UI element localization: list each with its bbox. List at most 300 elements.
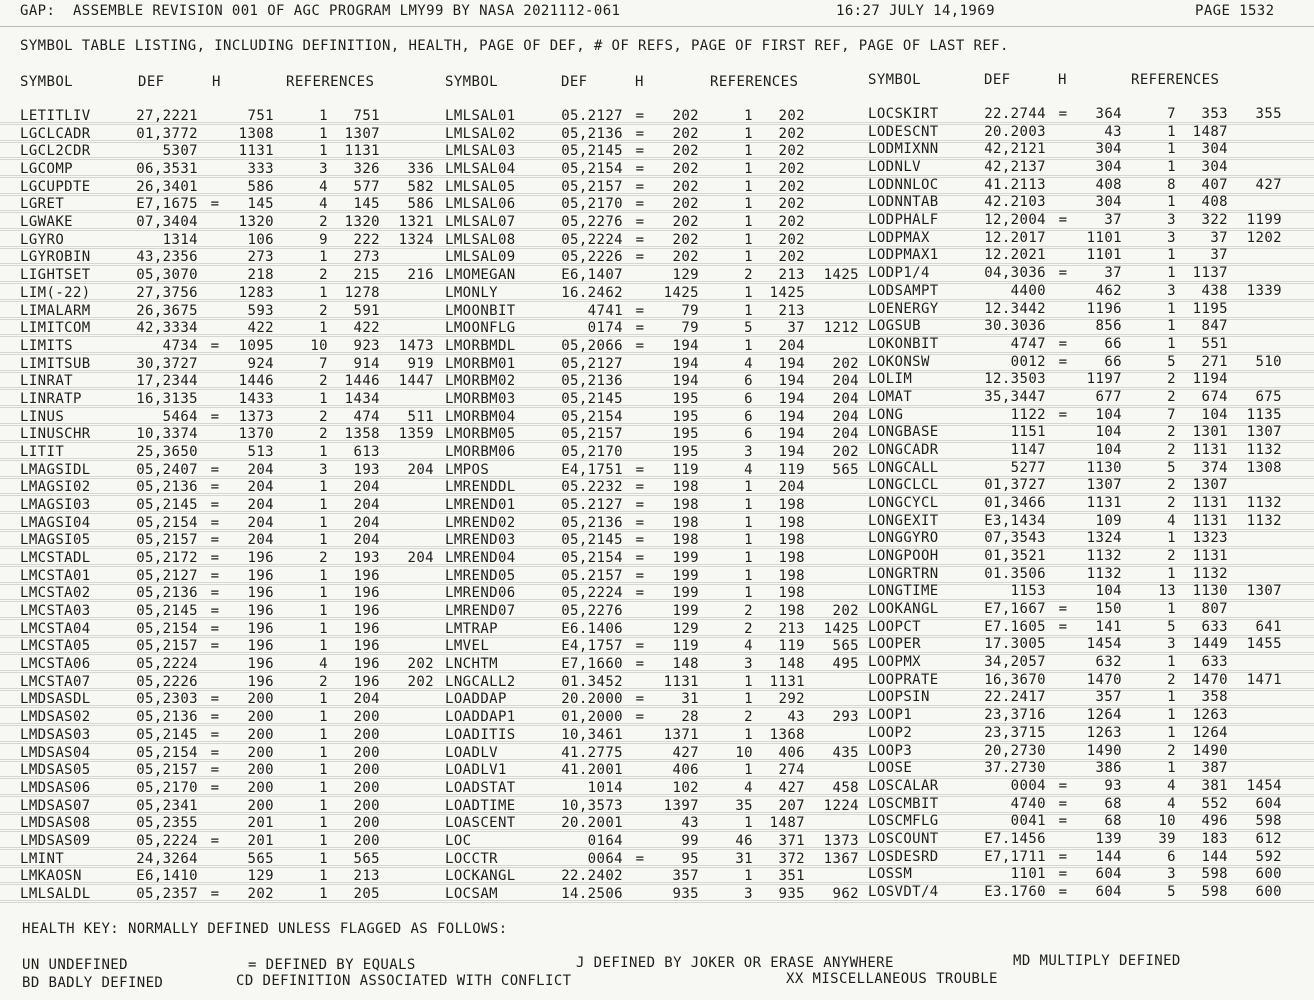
symbol-first-ref: 551 [1201,335,1228,352]
symbol-page: 95 [681,850,699,867]
key-conflict: CD DEFINITION ASSOCIATED WITH CONFLICT [236,973,572,989]
symbol-def: E7.1605 [984,618,1046,635]
symbol-page: 148 [672,656,699,673]
symbol-health: = [210,196,220,213]
symbol-ref-count: 1 [1167,123,1176,140]
symbol-health: = [210,603,220,619]
symbol-first-ref: 577 [353,178,380,195]
symbol-symbol: LMDSAS06 [20,779,91,796]
symbol-first-ref: 213 [778,620,805,637]
symbol-ref-count: 1 [319,850,328,867]
symbol-def: 5464 [162,408,198,425]
symbol-health: = [635,567,645,584]
symbol-symbol: LONGGYRO [868,530,939,547]
symbol-ref-count: 4 [1167,512,1176,529]
symbol-def: E6.1406 [561,620,623,637]
symbol-health: = [635,691,645,708]
symbol-symbol: LINRATP [20,390,82,407]
symbol-last-ref: 1324 [398,231,434,248]
symbol-last-ref: 598 [1255,813,1282,830]
symbol-symbol: LMLSAL06 [445,196,516,213]
symbol-health: = [635,532,645,549]
symbol-health: = [1058,265,1068,282]
symbol-last-ref: 1132 [1246,512,1282,529]
symbol-page: 1490 [1086,742,1122,759]
symbol-symbol: LITIT [20,443,65,460]
symbol-first-ref: 205 [353,885,380,902]
symbol-first-ref: 374 [1201,459,1228,476]
symbol-first-ref: 438 [1201,282,1228,299]
symbol-symbol: LMDSAS05 [20,762,91,779]
symbol-ref-count: 3 [319,461,328,478]
print-time: 16:27 JULY 14,1969 [836,3,995,19]
symbol-first-ref: 1131 [769,673,805,690]
symbol-def: 05,2154 [136,744,198,761]
symbol-last-ref: 202 [832,603,859,619]
symbol-def: 5307 [162,143,198,160]
symbol-def: 05,2136 [561,125,623,142]
symbol-last-ref: 204 [407,461,434,478]
symbol-first-ref: 222 [353,231,380,248]
symbol-def: 05,2154 [561,408,623,425]
table-row [0,459,1314,477]
symbol-first-ref: 1449 [1192,636,1228,653]
symbol-first-ref: 1446 [344,373,380,390]
symbol-ref-count: 7 [319,355,328,372]
symbol-page: 204 [247,514,274,531]
symbol-ref-count: 1 [1167,724,1176,741]
symbol-def: 05,2224 [136,656,198,673]
symbol-symbol: LMONLY [445,284,498,301]
symbol-first-ref: 200 [353,815,380,832]
symbol-def: 01,2000 [561,709,623,726]
symbol-def: 23,3716 [984,707,1046,724]
symbol-def: 05,2170 [561,443,623,460]
symbol-ref-count: 1 [1167,601,1176,617]
symbol-health: = [635,108,645,124]
symbol-symbol: LMOONFLG [445,320,516,337]
symbol-first-ref: 196 [353,673,380,690]
symbol-page: 1446 [238,373,274,390]
symbol-health: = [210,726,220,743]
row-rule [0,902,1314,903]
table-row [0,193,1314,211]
symbol-health: = [635,585,645,602]
symbol-ref-count: 1 [319,885,328,902]
symbol-health: = [1058,212,1068,229]
symbol-ref-count: 5 [1167,353,1176,370]
symbol-first-ref: 292 [778,691,805,708]
symbol-page: 202 [672,125,699,142]
symbol-ref-count: 1 [744,726,753,743]
symbol-ref-count: 6 [744,408,753,425]
symbol-ref-count: 2 [1167,424,1176,441]
symbol-ref-count: 2 [744,620,753,637]
symbol-page: 196 [247,550,274,566]
symbol-symbol: LOLIM [868,371,913,388]
symbol-health: = [1058,335,1068,352]
symbol-first-ref: 381 [1201,777,1228,794]
symbol-last-ref: 1212 [823,320,859,337]
symbol-symbol: LOKONSW [868,353,930,370]
page-number: PAGE 1532 [1195,3,1275,19]
symbol-def: 05,2276 [561,603,623,619]
symbol-def: 05,2136 [561,514,623,531]
symbol-def: 4740 [1010,795,1046,812]
symbol-ref-count: 9 [319,231,328,248]
symbol-health: = [635,550,645,566]
symbol-health: = [210,744,220,761]
symbol-symbol: LMAGSIDL [20,461,91,478]
symbol-symbol: LNCHTM [445,656,498,673]
symbol-symbol: LOOPMX [868,654,921,671]
symbol-last-ref: 202 [832,355,859,372]
table-row [0,423,1314,441]
symbol-def: E7,1660 [561,656,623,673]
symbol-page: 1263 [1086,724,1122,741]
symbol-ref-count: 2 [319,550,328,566]
symbol-ref-count: 2 [319,214,328,231]
symbol-symbol: LMORBM02 [445,373,516,390]
symbol-symbol: LMREND06 [445,585,516,602]
symbol-symbol: LMLSAL08 [445,231,516,248]
symbol-def: E7,1711 [984,848,1046,865]
symbol-page: 386 [1095,760,1122,777]
symbol-health: = [210,691,220,708]
symbol-last-ref: 435 [832,744,859,761]
symbol-ref-count: 1 [1167,760,1176,777]
symbol-symbol: LMDSAS04 [20,744,91,761]
symbol-def: 05.2157 [561,567,623,584]
symbol-ref-count: 1 [744,337,753,354]
symbol-first-ref: 200 [353,744,380,761]
table-row [0,671,1314,689]
symbol-health: = [635,214,645,231]
symbol-symbol: LODNNLOC [868,176,939,193]
symbol-first-ref: 923 [353,337,380,354]
symbol-ref-count: 8 [1167,176,1176,193]
symbol-page: 935 [672,885,699,902]
symbol-symbol: LMDSAS09 [20,832,91,849]
symbol-symbol: LOOPER [868,636,921,653]
symbol-symbol: LGYRO [20,231,65,248]
symbol-def: 05,2145 [561,143,623,160]
symbol-symbol: LOOKANGL [868,601,939,617]
symbol-def: 37.2730 [984,760,1046,777]
symbol-last-ref: 612 [1255,830,1282,847]
symbol-page: 66 [1104,335,1122,352]
table-row [0,848,1314,866]
symbol-first-ref: 200 [353,726,380,743]
symbol-page: 200 [247,709,274,726]
symbol-first-ref: 196 [353,656,380,673]
table-row [0,830,1314,848]
symbol-first-ref: 204 [353,497,380,513]
symbol-page: 1324 [1086,530,1122,547]
symbol-symbol: LMKAOSN [20,868,82,885]
symbol-first-ref: 198 [778,497,805,513]
symbol-def: 0041 [1010,813,1046,830]
symbol-ref-count: 2 [1167,441,1176,458]
symbol-health: = [210,832,220,849]
symbol-first-ref: 1487 [1192,123,1228,140]
symbol-health: = [210,514,220,531]
symbol-def: 05,2154 [561,550,623,566]
symbol-symbol: LODMIXNN [868,141,939,158]
symbol-last-ref: 495 [832,656,859,673]
symbol-def: 05,2226 [561,249,623,266]
symbol-page: 1425 [663,284,699,301]
symbol-def: 41.2775 [561,744,623,761]
symbol-health: = [1058,353,1068,370]
symbol-first-ref: 202 [778,143,805,160]
symbol-last-ref: 582 [407,178,434,195]
symbol-ref-count: 1 [744,178,753,195]
symbol-page: 31 [681,691,699,708]
symbol-symbol: LONGEXIT [868,512,939,529]
symbol-ref-count: 2 [1167,388,1176,405]
symbol-health: = [635,320,645,337]
symbol-def: 34,2057 [984,654,1046,671]
symbol-last-ref: 1359 [398,426,434,443]
symbol-page: 196 [247,567,274,584]
symbol-first-ref: 119 [778,461,805,478]
symbol-first-ref: 496 [1201,813,1228,830]
symbol-page: 273 [247,249,274,266]
symbol-def: 4734 [162,337,198,354]
symbol-ref-count: 1 [1167,707,1176,724]
symbol-health: = [635,178,645,195]
symbol-page: 198 [672,479,699,496]
health-header: H [1058,72,1067,88]
symbol-first-ref: 194 [778,443,805,460]
symbol-ref-count: 1 [1167,159,1176,175]
symbol-symbol: LODNLV [868,159,921,175]
symbol-ref-count: 1 [319,390,328,407]
symbol-def: 05,2407 [136,461,198,478]
symbol-page: 304 [1095,141,1122,158]
symbol-first-ref: 148 [778,656,805,673]
symbol-header: SYMBOL [20,74,73,90]
symbol-def: 17,2344 [136,373,198,390]
symbol-ref-count: 2 [319,408,328,425]
symbol-page: 198 [672,497,699,513]
symbol-symbol: LMAGSI03 [20,497,91,513]
symbol-symbol: LMREND02 [445,514,516,531]
symbol-last-ref: 1224 [823,797,859,814]
symbol-ref-count: 1 [319,709,328,726]
symbol-page: 106 [247,231,274,248]
symbol-page: 586 [247,178,274,195]
symbol-ref-count: 1 [744,231,753,248]
symbol-ref-count: 1 [744,585,753,602]
symbol-def: 30.3036 [984,318,1046,335]
symbol-first-ref: 1307 [1192,477,1228,494]
symbol-page: 1131 [663,673,699,690]
symbol-ref-count: 1 [319,479,328,496]
symbol-last-ref: 604 [1255,795,1282,812]
symbol-first-ref: 200 [353,797,380,814]
symbol-ref-count: 1 [744,815,753,832]
symbol-ref-count: 1 [319,532,328,549]
symbol-def: 23,3715 [984,724,1046,741]
symbol-ref-count: 1 [1167,654,1176,671]
symbol-page: 145 [247,196,274,213]
symbol-def: 01,3727 [984,477,1046,494]
symbol-symbol: LONGCADR [868,441,939,458]
symbol-symbol: LONGCLCL [868,477,939,494]
symbol-page: 195 [672,443,699,460]
symbol-health: = [635,231,645,248]
symbol-symbol: LOADDAP1 [445,709,516,726]
symbol-last-ref: 1202 [1246,229,1282,246]
symbol-def: 01,3772 [136,125,198,142]
symbol-page: 202 [672,143,699,160]
symbol-first-ref: 304 [1201,159,1228,175]
symbol-ref-count: 31 [735,850,753,867]
symbol-def: 05,2170 [561,196,623,213]
symbol-page: 196 [247,673,274,690]
symbol-page: 565 [247,850,274,867]
symbol-def: 05,2341 [136,797,198,814]
symbol-ref-count: 1 [1167,565,1176,582]
symbol-def: 05,2157 [561,178,623,195]
symbol-symbol: LOOPCT [868,618,921,635]
symbol-ref-count: 1 [319,249,328,266]
table-row [0,777,1314,795]
symbol-health: = [635,497,645,513]
symbol-def: 07,3543 [984,530,1046,547]
symbol-def: 24,3264 [136,850,198,867]
symbol-def: 43,2356 [136,249,198,266]
symbol-last-ref: 204 [832,373,859,390]
symbol-page: 28 [681,709,699,726]
symbol-def: 05,2136 [136,709,198,726]
symbol-symbol: LOADITIS [445,726,516,743]
table-row [0,406,1314,424]
symbol-page: 604 [1095,883,1122,900]
symbol-first-ref: 353 [1201,106,1228,122]
symbol-page: 104 [1095,583,1122,600]
symbol-page: 201 [247,832,274,849]
table-row [0,688,1314,706]
table-row [0,105,1314,123]
symbol-ref-count: 1 [1167,247,1176,264]
symbol-def: 16.2462 [561,284,623,301]
symbol-ref-count: 1 [1167,318,1176,335]
symbol-def: 41.2001 [561,762,623,779]
table-row [0,635,1314,653]
symbol-def: 10,3374 [136,426,198,443]
symbol-first-ref: 194 [778,390,805,407]
symbol-page: 200 [247,762,274,779]
symbol-last-ref: 1373 [823,832,859,849]
symbol-def: 05.2127 [561,108,623,124]
symbol-page: 751 [247,108,274,124]
symbol-ref-count: 1 [1167,689,1176,706]
symbol-first-ref: 407 [1201,176,1228,193]
symbol-page: 93 [1104,777,1122,794]
symbol-ref-count: 4 [744,461,753,478]
symbol-def: 26,3675 [136,302,198,319]
symbol-symbol: LMPOS [445,461,490,478]
symbol-first-ref: 194 [778,408,805,425]
symbol-page: 1470 [1086,671,1122,688]
symbol-health: = [210,461,220,478]
symbol-page: 677 [1095,388,1122,405]
symbol-health: = [1058,777,1068,794]
symbol-def: 22.2417 [984,689,1046,706]
symbol-symbol: LMLSAL09 [445,249,516,266]
symbol-page: 924 [247,355,274,372]
symbol-page: 202 [672,161,699,177]
symbol-symbol: LGCOMP [20,161,73,177]
symbol-def: 4400 [1010,282,1046,299]
symbol-last-ref: 592 [1255,848,1282,865]
symbol-ref-count: 1 [744,161,753,177]
table-row [0,140,1314,158]
symbol-def: 05,2224 [561,585,623,602]
symbol-ref-count: 1 [319,567,328,584]
symbol-symbol: LMLSALDL [20,885,91,902]
symbol-page: 79 [681,302,699,319]
symbol-symbol: LOADLV [445,744,498,761]
symbol-page: 202 [672,178,699,195]
symbol-ref-count: 1 [744,249,753,266]
symbol-def: E3,1434 [984,512,1046,529]
symbol-first-ref: 427 [778,779,805,796]
symbol-last-ref: 511 [407,408,434,425]
symbol-page: 204 [247,532,274,549]
symbol-def: E7,1675 [136,196,198,213]
symbol-def: 05,2127 [136,567,198,584]
symbol-page: 199 [672,603,699,619]
symbol-health: = [210,479,220,496]
symbol-page: 194 [672,373,699,390]
symbol-def: 05,2127 [561,355,623,372]
symbol-def: 12.2017 [984,229,1046,246]
symbol-health: = [635,479,645,496]
symbol-symbol: LOSCMBIT [868,795,939,812]
symbol-ref-count: 1 [319,443,328,460]
symbol-symbol: LMREND01 [445,497,516,513]
symbol-page: 422 [247,320,274,337]
symbol-first-ref: 1263 [1192,707,1228,724]
symbol-symbol: LOADDAP [445,691,507,708]
symbol-last-ref: 1455 [1246,636,1282,653]
symbol-ref-count: 1 [1167,194,1176,211]
symbol-page: 1132 [1086,548,1122,564]
symbol-first-ref: 37 [787,320,805,337]
symbol-def: 01,3466 [984,495,1046,511]
symbol-health: = [210,709,220,726]
symbol-ref-count: 1 [744,567,753,584]
symbol-first-ref: 1470 [1192,671,1228,688]
header-rule [0,26,1314,27]
def-header: DEF [561,74,588,90]
symbol-symbol: LIMITCOM [20,320,91,337]
symbol-page: 119 [672,461,699,478]
symbol-ref-count: 7 [1167,106,1176,122]
symbol-ref-count: 1 [744,868,753,885]
symbol-symbol: LMCSTADL [20,550,91,566]
symbol-last-ref: 1473 [398,337,434,354]
symbol-health: = [635,461,645,478]
symbol-def: 14.2506 [561,885,623,902]
symbol-ref-count: 1 [319,691,328,708]
symbol-page: 364 [1095,106,1122,122]
symbol-def: 16,3135 [136,390,198,407]
